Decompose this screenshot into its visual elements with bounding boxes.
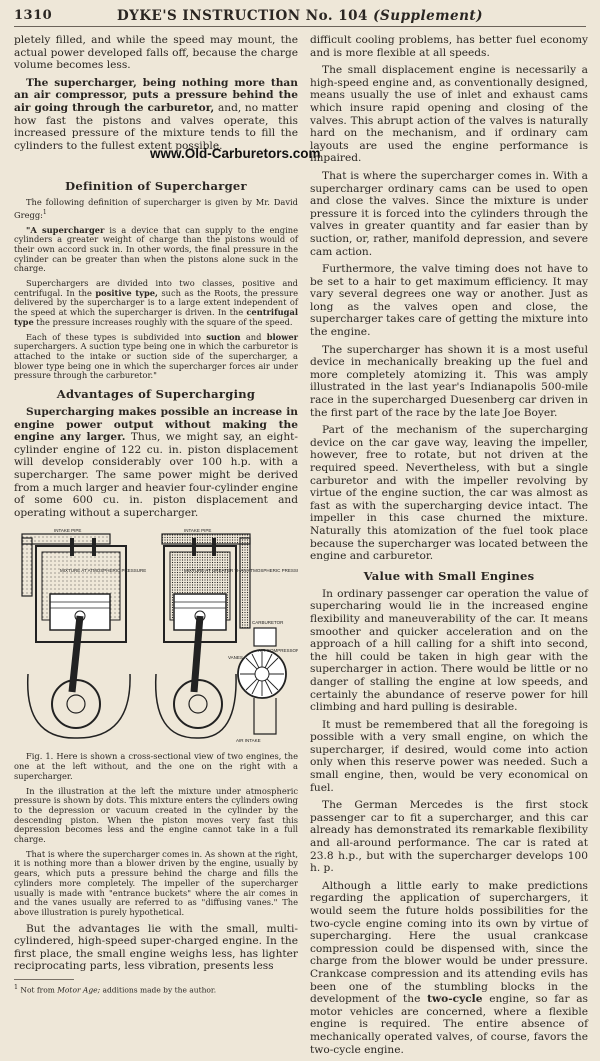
- text-run: such as the Roots, the pressure delivered by the supercharger is to a large extent independent of the speed at which the supercharger is driven. In the: [14, 287, 298, 318]
- paragraph: But the advantages lie with the small, multi-cylindered, high-speed super-charged engine. In the first place, the small engine weighs less, has lighter reciprocating parts, less vibration, presents less: [14, 922, 298, 973]
- footnote: [14, 983, 298, 995]
- quote-paragraph: [14, 226, 298, 275]
- bold-term: blower: [266, 331, 298, 342]
- footnote-text: additions made by the author.: [102, 985, 217, 995]
- label-mixture-right: MIXTURE AT GREATER THAN ATMOSPHERIC PRESSURE: [184, 568, 298, 574]
- footnote-source: Motor Age;: [57, 985, 101, 995]
- paragraph: pletely filled, and while the speed may mount, the actual power developed falls off, because the charge volume becomes less.: [14, 34, 298, 72]
- bold-term: suction: [206, 331, 241, 342]
- page-number: 1310: [14, 8, 53, 23]
- figure-note: That is where the supercharger comes in. As shown at the right, it is nothing more than a blower driven by the engine, usually by gears, which puts a pressure behind the charge and fills the cylinders more completely. The impeller of the supercharger usually is made with "entrance buckets" where the air comes in and the vanes usually are referred to as "diffusing vanes." The above illustration is purely hypothetical.: [14, 848, 298, 917]
- paragraph-text: Although a little early to make predictions regarding the application of superchargers, it would seem the future holds possibilities for the two-cycle engine coming into its own by virtue of supercharging. Here the usual crankcase compression could be dispensed with, since the charge from the blower would be under pressure. Crankcase compression and its attending evils has been one of the stumbling blocks in the development of the: [310, 879, 588, 1006]
- right-engine: [156, 528, 298, 743]
- running-title: [14, 8, 586, 24]
- label-vanes: VANES: [228, 655, 243, 661]
- footnote-rule: [14, 979, 74, 980]
- label-intake-left: INTAKE PIPE: [54, 528, 82, 534]
- footnote-number: 1: [14, 984, 18, 992]
- engine-cross-section-figure: [14, 524, 298, 746]
- footnote-ref: 1: [42, 209, 47, 217]
- paragraph-text: engine, so far as motor vehicles are concerned, where a flexible engine is required. The entire absence of mechanically operated valves, of course, favors the two-cycle engine.: [310, 993, 588, 1056]
- quote-paragraph: [14, 279, 298, 328]
- paragraph-text: The following definition of supercharger is given by Mr. David Gregg:: [14, 197, 298, 220]
- section-heading-value: Value with Small Engines: [363, 568, 535, 583]
- title-main: DYKE'S INSTRUCTION No. 104: [116, 8, 368, 24]
- paragraph: The small displacement engine is necessarily a high-speed engine and, as conventionally designed, means usually the use of inlet and exhaust cams which insure rapid opening and closing of the valves. This abrupt action of the valves is naturally hard on the mechanism, and if ordinary cam layouts are used the engine performance is impaired.: [310, 64, 588, 165]
- left-column: [14, 34, 298, 1000]
- text-run: and: [245, 331, 262, 342]
- page-header: [14, 6, 586, 27]
- title-supplement: (Supplement): [373, 8, 484, 24]
- paragraph: Furthermore, the valve timing does not have to be set to a hair to get maximum efficiency. It may vary several degrees one way or another. Just as long as the valves open and close, the supercharger takes care of getting the mixture into the engine.: [310, 263, 588, 339]
- footnote-text: Not from: [20, 985, 55, 995]
- paragraph: In ordinary passenger car operation the value of supercharing would lie in the increased engine flexibility and maneuverability of the car. It means smoother and quicker acceleration and on the approach of a hill calling for a shift into second, the hill could be taken in high gear with the supercharger in action. There would be little or no danger of stalling the engine at low speeds, and certainly the abundance of reserve power for hill climbing and hard pulling is desirable.: [310, 587, 588, 714]
- text-run: Superchargers are divided into two classes, positive and centrifugal. In the: [14, 278, 298, 298]
- paragraph: That is where the supercharger comes in. With a supercharger ordinary cams can be used to open and close the valves. Since the mixture is under pressure it is forced into the cylinders through the valves in greater quantity and far easier than by suction, or, rather, manifold depression, and severe cam action.: [310, 169, 588, 258]
- paragraph: [14, 198, 298, 220]
- paragraph: The supercharger has shown it is a most useful device in mechanically breaking up the fuel and more completely atomizing it. This was amply illustrated in the last year's Indianapolis 500-mile race in the supercharged Duesenberg car driven in the first part of the race by the late Joe Boyer.: [310, 343, 588, 419]
- figure-note: In the illustration at the left the mixture under atmospheric pressure is shown by dots. This mixture enters the cylinders owing to the depression or vacuum created in the cylinder by the descending piston. When the piston moves very fast this depression becomes less and the engine cannot take in a full charge.: [14, 785, 298, 845]
- paragraph-text: and, no matter how fast the pistons and valves operate, this increased pressure of the mixture tends to fill the cylinders to the fullest extent possible.: [14, 101, 298, 152]
- bold-lead: Supercharging makes possible an increase in engine power output without making the engine any larger.: [14, 406, 298, 444]
- engine-diagram: [14, 524, 298, 746]
- paragraph: It must be remembered that all the foregoing is possible with a very small engine, on which the supercharger, if desired, would come into action only when this reserve power was needed. Such a small engine, then, would be very economical on fuel.: [310, 718, 588, 794]
- bold-lead: "A supercharger: [26, 224, 105, 235]
- paragraph: [310, 880, 588, 1056]
- text-run: the pressure increases roughly with the square of the speed.: [36, 316, 293, 327]
- label-mixture-left-text: MIXTURE AT ATMOSPHERIC PRESSURE: [60, 568, 147, 574]
- bold-term: centrifugal type: [14, 307, 299, 327]
- quote-paragraph: [14, 333, 298, 382]
- left-engine: [22, 528, 146, 738]
- bold-term: two-cycle: [427, 993, 483, 1006]
- right-column: [310, 34, 588, 1061]
- bold-term: positive type,: [95, 287, 158, 298]
- label-mixture-left: [60, 568, 146, 573]
- paragraph: The German Mercedes is the first stock passenger car to fit a supercharger, and this car already has demonstrated its remarkable flexibility and all-around performance. The car is rated at 23.8 h.p., but with the supercharger develops 100 h. p.: [310, 799, 588, 875]
- text-run: Each of these types is subdivided into: [26, 331, 201, 342]
- paragraph-text: Thus, we might say, an eight-cylinder engine of 122 cu. in. piston displacement will develop considerably over 100 h.p. with a supercharger. The same power might be derived from a much larger and heavier four-cylinder engine of some 600 cu. in. piston displacement and operating without a supercharger.: [14, 431, 298, 519]
- label-air-compressor: AIR COMPRESSOR: [258, 648, 298, 654]
- site-watermark: www.Old-Carburetors.com: [150, 146, 321, 161]
- bold-lead: The supercharger, being nothing more than an air compressor, puts a pressure behind the air going through the carburetor,: [14, 76, 298, 114]
- paragraph: Part of the mechanism of the supercharging device on the car gave way, leaving the impeller, however, free to rotate, but not driven at the required speed. Nevertheless, with but a single carburetor and with the impeller revolving by virtue of the engine suction, the car was almost as fast as with the supercharging device intact. The impeller in this case churned the mixture. Naturally this atomization of the fuel took place because the supercharger was located between the engine and carburetor.: [310, 424, 588, 563]
- section-heading-advantages: Advantages of Supercharging: [56, 387, 256, 402]
- label-intake-right: INTAKE PIPE: [184, 528, 212, 534]
- label-air-intake: AIR INTAKE: [236, 738, 261, 744]
- figure-caption: Fig. 1. Here is shown a cross-sectional view of two engines, the one at the left without, and the one on the right with a supercharger.: [14, 751, 298, 781]
- section-heading-definition: Definition of Supercharger: [65, 179, 247, 194]
- label-carburetor: CARBURETOR: [252, 620, 284, 626]
- paragraph: [14, 77, 298, 153]
- text-run: superchargers. A suction type being one in which the carburetor is attached to the intake or suction side of the supercharger, a blower type being one in which the supercharger forces air under pressure through the carburetor.": [14, 341, 298, 381]
- paragraph: difficult cooling problems, has better fuel economy and is more flexible at all speeds.: [310, 34, 588, 59]
- paragraph: [14, 406, 298, 519]
- paragraph-text: is a device that can supply to the engine cylinders a greater weight of charge than the pistons would of their own accord suck in. In other words, the final pressure in the cylinder can be greater than when the pistons alone suck in the charge.: [14, 224, 298, 274]
